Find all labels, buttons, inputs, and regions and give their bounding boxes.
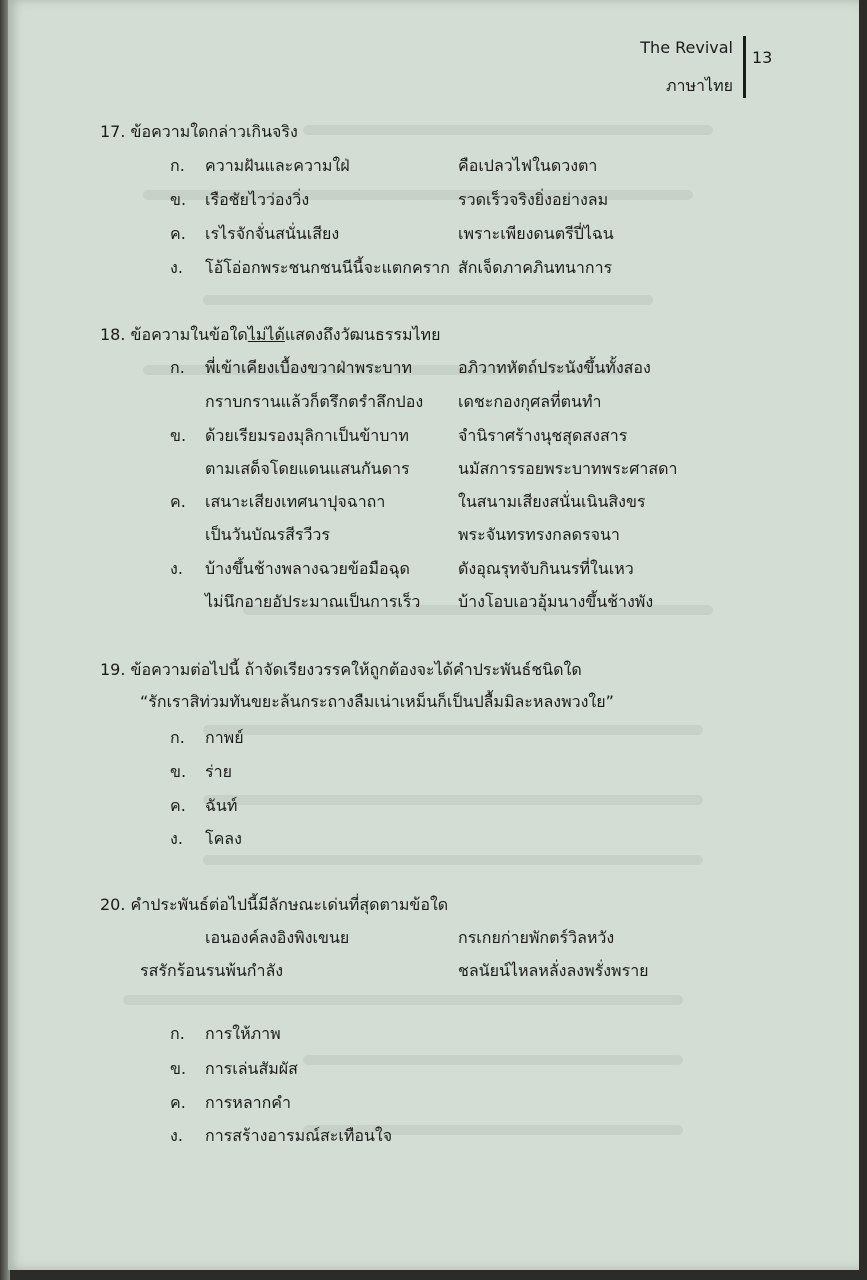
q20-verse-line1-left: เอนองค์ลงอิงพิงเขนย: [205, 928, 350, 947]
book-subtitle: ภาษาไทย: [665, 76, 733, 95]
q18-choice-b-line1-left: ด้วยเรียมรองมุลิกาเป็นข้าบาท: [205, 426, 409, 445]
q17-choice-a-label: ก.: [170, 156, 185, 175]
q18-choice-a-line1-right: อภิวาทหัตถ์ประนังขึ้นทั้งสอง: [458, 358, 651, 377]
q20-choice-a-label: ก.: [170, 1024, 185, 1043]
book-page: [8, 0, 859, 1270]
q18-choice-b-line2-left: ตามเสด็จโดยแดนแสนกันดาร: [205, 459, 410, 478]
q19-choice-b-text: ร่าย: [205, 762, 232, 781]
q18-choice-d-label: ง.: [170, 559, 183, 578]
q20-choice-c-label: ค.: [170, 1093, 186, 1112]
show-through-texture: [8, 0, 859, 1270]
q17-choice-b-label: ข.: [170, 190, 187, 209]
q18-title-before: 18. ข้อความในข้อใด: [100, 325, 248, 344]
q18-title-underlined: ไม่ได้: [247, 325, 285, 344]
q18-choice-b-line2-right: นมัสการรอยพระบาทพระศาสดา: [458, 459, 678, 478]
question-19-title: 19. ข้อความต่อไปนี้ ถ้าจัดเรียงวรรคให้ถูกต้องจะได้คำประพันธ์ชนิดใด: [100, 660, 582, 679]
q19-choice-d-text: โคลง: [205, 829, 242, 848]
q17-choice-c-right: เพราะเพียงดนตรีปี่ไฉน: [458, 224, 614, 243]
q20-choice-b-text: การเล่นสัมผัส: [205, 1059, 298, 1078]
q17-choice-c-label: ค.: [170, 224, 186, 243]
q17-choice-d-right: สักเจ็ดภาคภินทนาการ: [458, 258, 613, 277]
q18-choice-c-line1-right: ในสนามเสียงสนั่นเนินสิงขร: [458, 492, 646, 511]
q18-choice-a-line1-left: พี่เข้าเคียงเบื้องขวาฝ่าพระบาท: [205, 358, 413, 377]
q18-choice-c-line2-left: เป็นวันบัณรสีรวีวร: [205, 525, 330, 544]
q17-choice-d-label: ง.: [170, 258, 183, 277]
q18-choice-d-line1-left: บ้างขึ้นช้างพลางฉวยข้อมือฉุด: [205, 559, 410, 578]
q20-choice-d-label: ง.: [170, 1126, 183, 1145]
q18-choice-d-line2-left: ไม่นึกอายอัประมาณเป็นการเร็ว: [205, 592, 421, 611]
q19-choice-b-label: ข.: [170, 762, 187, 781]
q18-choice-a-line2-left: กราบกรานแล้วก็ตรึกตรำลึกปอง: [205, 392, 424, 411]
page-number: 13: [752, 48, 773, 67]
q19-choice-a-label: ก.: [170, 728, 185, 747]
q17-choice-b-right: รวดเร็วจริงยิ่งอย่างลม: [458, 190, 609, 209]
q20-verse-line2-right: ชลนัยน์ไหลหลั่งลงพรั่งพราย: [458, 961, 649, 980]
question-18-title: [100, 323, 440, 348]
q18-choice-a-line2-right: เดชะกองกุศลที่ตนทำ: [458, 392, 602, 411]
q17-choice-c-left: เรไรจักจั่นสนั่นเสียง: [205, 224, 340, 243]
q19-choice-a-text: กาพย์: [205, 728, 244, 747]
q20-verse-line2-left: รสรักร้อนรนพ้นกำลัง: [140, 961, 284, 980]
q18-choice-c-line2-right: พระจันทรทรงกลดรจนา: [458, 525, 620, 544]
q18-choice-d-line1-right: ดังอุณรุทจับกินนรที่ในเหว: [458, 559, 634, 578]
q17-choice-a-left: ความฝันและความใฝ่: [205, 156, 350, 175]
q20-verse-line1-right: กรเกยก่ายพักตร์วิลหวัง: [458, 928, 615, 947]
q17-choice-d-left: โอ้โอ่อกพระชนกชนนีนี้จะแตกคราก: [205, 258, 450, 277]
book-title: The Revival: [640, 38, 733, 57]
q20-choice-b-label: ข.: [170, 1059, 187, 1078]
q19-choice-c-label: ค.: [170, 796, 186, 815]
q19-choice-d-label: ง.: [170, 829, 183, 848]
q19-quote: “รักเราสิท่วมทันขยะล้นกระถางลืมเน่าเหม็นก็เป็นปลื้มมิละหลงพวงใย”: [140, 692, 614, 711]
question-20-title: 20. คำประพันธ์ต่อไปนี้มีลักษณะเด่นที่สุดตามข้อใด: [100, 895, 449, 914]
q18-choice-b-line1-right: จำนิราศร้างนุชสุดสงสาร: [458, 426, 628, 445]
header-divider: [743, 36, 746, 98]
q17-choice-a-right: คือเปลวไฟในดวงตา: [458, 156, 598, 175]
q20-choice-c-text: การหลากคำ: [205, 1093, 291, 1112]
q19-choice-c-text: ฉันท์: [205, 796, 238, 815]
q18-choice-d-line2-right: บ้างโอบเอวอุ้มนางขึ้นช้างพัง: [458, 592, 654, 611]
q18-choice-c-label: ค.: [170, 492, 186, 511]
q17-choice-b-left: เรือชัยไวว่องวิ่ง: [205, 190, 310, 209]
q18-choice-b-label: ข.: [170, 426, 187, 445]
q20-choice-d-text: การสร้างอารมณ์สะเทือนใจ: [205, 1126, 393, 1145]
q18-title-after: แสดงถึงวัฒนธรรมไทย: [284, 325, 441, 344]
q18-choice-c-line1-left: เสนาะเสียงเทศนาปุจฉาถา: [205, 492, 386, 511]
question-17-title: 17. ข้อความใดกล่าวเกินจริง: [100, 122, 298, 141]
q20-choice-a-text: การให้ภาพ: [205, 1024, 281, 1043]
q18-choice-a-label: ก.: [170, 358, 185, 377]
